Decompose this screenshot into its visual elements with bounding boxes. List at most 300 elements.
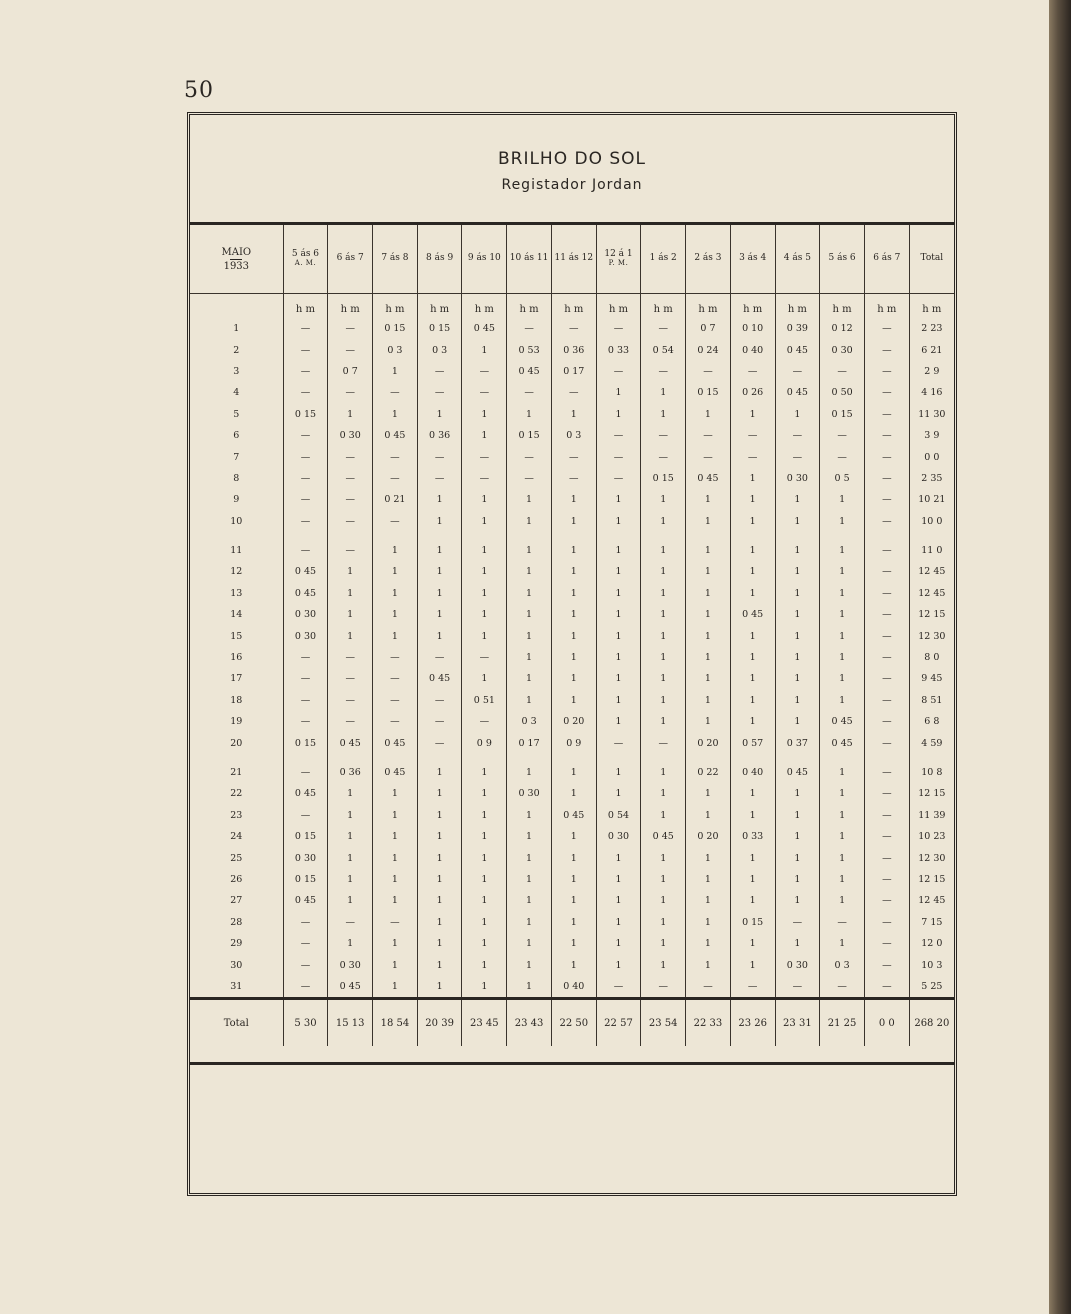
hour-cell: 0 15: [641, 468, 686, 489]
hour-cell: 0 30: [507, 783, 552, 804]
hour-cell: 0 39: [775, 318, 820, 339]
day-cell: 31: [230, 980, 243, 992]
day-cell: 26: [230, 873, 243, 885]
hour-cell: —: [820, 361, 865, 382]
day-cell: 8: [233, 472, 240, 484]
hour-cell: —: [730, 425, 775, 446]
hour-cell: 1: [686, 690, 731, 711]
hour-cell: 0 20: [686, 732, 731, 753]
column-header: [775, 225, 820, 294]
hour-cell: 1: [730, 583, 775, 604]
row-total-cell: 10 3: [909, 954, 954, 975]
hour-cell: 1: [641, 933, 686, 954]
day-cell: 22: [230, 788, 243, 800]
hour-cell: 0 30: [283, 604, 328, 625]
day-cell: 4: [233, 387, 240, 399]
hour-cell: 0 45: [686, 468, 731, 489]
hour-cell: 0 45: [283, 783, 328, 804]
table-row: [190, 976, 954, 999]
hour-cell: —: [328, 489, 373, 510]
month-dash: [230, 259, 242, 260]
hour-cell: 1: [775, 783, 820, 804]
table-row: [190, 754, 954, 783]
table-row: [190, 847, 954, 868]
hour-cell: 1: [373, 583, 418, 604]
table-row: [190, 954, 954, 975]
hour-cell: 1: [462, 561, 507, 582]
row-total-cell: 12 30: [909, 625, 954, 646]
row-total-cell: 2 23: [909, 318, 954, 339]
hour-cell: 1: [462, 912, 507, 933]
day-cell: 11: [230, 545, 243, 557]
hour-cell: 1: [417, 783, 462, 804]
hour-cell: 1: [775, 805, 820, 826]
hour-cell: 1: [686, 583, 731, 604]
hour-cell: 1: [417, 805, 462, 826]
column-header: [373, 225, 418, 294]
hour-cell: 0 36: [328, 754, 373, 783]
hour-cell: —: [507, 446, 552, 467]
hour-cell: 1: [820, 847, 865, 868]
hour-cell: 1: [373, 933, 418, 954]
hour-cell: —: [507, 318, 552, 339]
hour-cell: 1: [775, 890, 820, 911]
hour-cell: 0 54: [596, 805, 641, 826]
hour-cell: —: [596, 732, 641, 753]
column-header: [909, 225, 954, 294]
hour-cell: 1: [551, 690, 596, 711]
title-block: [190, 149, 954, 193]
hour-cell: 1: [551, 583, 596, 604]
hour-cell: 1: [551, 869, 596, 890]
hour-cell: 0 24: [686, 339, 731, 360]
hour-cell: 0 36: [551, 339, 596, 360]
table-row: [190, 625, 954, 646]
column-header: [328, 225, 373, 294]
hour-cell: —: [820, 425, 865, 446]
hour-cell: 1: [641, 583, 686, 604]
hour-cell: 0 36: [417, 425, 462, 446]
hour-cell: 1: [462, 625, 507, 646]
hour-cell: 1: [462, 976, 507, 999]
row-total-cell: 5 25: [909, 976, 954, 999]
hour-cell: 1: [775, 532, 820, 561]
day-cell: 18: [230, 694, 243, 706]
column-header-label: 8 ás 9: [426, 253, 454, 264]
hour-cell: —: [864, 869, 909, 890]
hour-cell: 0 7: [686, 318, 731, 339]
hour-cell: 0 45: [283, 583, 328, 604]
column-total-cell: 5 30: [283, 999, 328, 1047]
hour-cell: 1: [328, 847, 373, 868]
hour-cell: —: [328, 532, 373, 561]
hour-cell: 1: [730, 468, 775, 489]
hour-cell: 0 15: [686, 382, 731, 403]
row-total-cell: 12 45: [909, 583, 954, 604]
day-cell: 1: [233, 323, 240, 335]
hour-cell: 0 21: [373, 489, 418, 510]
hour-cell: 0 3: [551, 425, 596, 446]
unit-label: h m: [507, 294, 552, 319]
hour-cell: —: [283, 668, 328, 689]
hour-cell: 1: [596, 604, 641, 625]
column-header-period: A. M.: [294, 259, 317, 268]
column-header: [283, 225, 328, 294]
hour-cell: 0 45: [462, 318, 507, 339]
day-cell: 28: [230, 916, 243, 928]
column-header: [864, 225, 909, 294]
hour-cell: 1: [730, 625, 775, 646]
hour-cell: 1: [551, 890, 596, 911]
hour-cell: —: [373, 446, 418, 467]
hour-cell: 1: [551, 912, 596, 933]
hour-cell: 1: [686, 604, 731, 625]
column-header: [596, 225, 641, 294]
hour-cell: 1: [551, 604, 596, 625]
hour-cell: 1: [507, 532, 552, 561]
hour-cell: 1: [507, 625, 552, 646]
hour-cell: 1: [417, 847, 462, 868]
hour-cell: —: [596, 446, 641, 467]
hour-cell: 1: [775, 826, 820, 847]
hour-cell: —: [283, 511, 328, 532]
table-row: [190, 732, 954, 753]
row-total-cell: 10 23: [909, 826, 954, 847]
table-row: [190, 318, 954, 339]
hour-cell: 1: [820, 754, 865, 783]
hour-cell: 0 45: [373, 425, 418, 446]
hour-cell: —: [417, 732, 462, 753]
hour-cell: 1: [462, 890, 507, 911]
hour-cell: —: [283, 690, 328, 711]
hour-cell: 1: [328, 826, 373, 847]
hour-cell: —: [864, 604, 909, 625]
total-row: [190, 999, 954, 1047]
column-total-cell: 0 0: [864, 999, 909, 1047]
hour-cell: 1: [417, 954, 462, 975]
hour-cell: 0 30: [775, 468, 820, 489]
unit-label: h m: [328, 294, 373, 319]
hour-cell: 1: [507, 511, 552, 532]
hour-cell: 0 3: [373, 339, 418, 360]
hour-cell: 1: [820, 532, 865, 561]
hour-cell: —: [283, 711, 328, 732]
hour-cell: —: [283, 954, 328, 975]
hour-cell: 1: [417, 511, 462, 532]
column-header-label: 6 ás 7: [873, 253, 901, 264]
column-total-cell: 15 13: [328, 999, 373, 1047]
column-header-label: 12 á 1: [604, 249, 633, 260]
hour-cell: —: [864, 532, 909, 561]
hour-cell: —: [373, 382, 418, 403]
day-cell: 13: [230, 587, 243, 599]
row-total-cell: 10 21: [909, 489, 954, 510]
hour-cell: 1: [596, 754, 641, 783]
hour-cell: —: [283, 976, 328, 999]
hour-cell: 1: [686, 561, 731, 582]
row-total-cell: 8 0: [909, 647, 954, 668]
hour-cell: 0 45: [283, 890, 328, 911]
hour-cell: 1: [462, 532, 507, 561]
unit-label: h m: [864, 294, 909, 319]
hour-cell: 1: [820, 690, 865, 711]
row-total-cell: 11 0: [909, 532, 954, 561]
hour-cell: 1: [730, 489, 775, 510]
hour-cell: —: [283, 446, 328, 467]
hour-cell: 1: [417, 583, 462, 604]
hour-cell: —: [864, 933, 909, 954]
hour-cell: 1: [328, 625, 373, 646]
hour-cell: 0 30: [328, 425, 373, 446]
row-total-cell: 12 15: [909, 783, 954, 804]
hour-cell: —: [328, 339, 373, 360]
hour-cell: 1: [507, 869, 552, 890]
table-row: [190, 511, 954, 532]
row-total-cell: 9 45: [909, 668, 954, 689]
hour-cell: 0 40: [730, 754, 775, 783]
day-cell: 14: [230, 609, 243, 621]
hour-cell: —: [596, 318, 641, 339]
hour-cell: 1: [730, 647, 775, 668]
column-header-label: 6 ás 7: [336, 253, 364, 264]
unit-label: h m: [820, 294, 865, 319]
row-total-cell: 12 45: [909, 561, 954, 582]
hour-cell: —: [864, 339, 909, 360]
hour-cell: 0 40: [551, 976, 596, 999]
hour-cell: 1: [462, 404, 507, 425]
unit-label: h m: [596, 294, 641, 319]
hour-cell: 1: [641, 690, 686, 711]
hour-cell: 1: [373, 783, 418, 804]
hour-cell: 1: [462, 668, 507, 689]
row-total-cell: 4 16: [909, 382, 954, 403]
hour-cell: —: [864, 805, 909, 826]
hour-cell: 0 45: [328, 976, 373, 999]
hour-cell: 0 26: [730, 382, 775, 403]
hour-cell: 1: [417, 532, 462, 561]
hour-cell: 1: [775, 604, 820, 625]
table-body: [190, 294, 954, 999]
table-row: [190, 912, 954, 933]
hour-cell: 0 15: [507, 425, 552, 446]
month-label: MAIO: [221, 246, 252, 258]
hour-cell: —: [864, 404, 909, 425]
row-total-cell: 7 15: [909, 912, 954, 933]
hour-cell: —: [417, 647, 462, 668]
hour-cell: 1: [507, 583, 552, 604]
table-row: [190, 404, 954, 425]
hour-cell: —: [775, 912, 820, 933]
hour-cell: 0 45: [820, 732, 865, 753]
hour-cell: 1: [775, 668, 820, 689]
hour-cell: —: [730, 361, 775, 382]
hour-cell: —: [328, 668, 373, 689]
column-header-label: 3 ás 4: [739, 253, 767, 264]
hour-cell: 0 17: [551, 361, 596, 382]
hour-cell: 0 30: [775, 954, 820, 975]
table-row: [190, 489, 954, 510]
hour-cell: 1: [730, 532, 775, 561]
row-total-cell: 11 30: [909, 404, 954, 425]
hour-cell: 1: [373, 404, 418, 425]
hour-cell: 1: [730, 933, 775, 954]
table-row: [190, 647, 954, 668]
hour-cell: —: [373, 668, 418, 689]
hour-cell: 1: [328, 783, 373, 804]
hour-cell: —: [283, 489, 328, 510]
hour-cell: —: [328, 690, 373, 711]
hour-cell: 1: [730, 404, 775, 425]
hour-cell: —: [551, 446, 596, 467]
hour-cell: 1: [596, 532, 641, 561]
day-cell: 29: [230, 938, 243, 950]
hour-cell: 1: [507, 805, 552, 826]
table-row: [190, 933, 954, 954]
table-row: [190, 583, 954, 604]
hour-cell: 1: [462, 847, 507, 868]
hour-cell: —: [373, 912, 418, 933]
hour-cell: 1: [820, 668, 865, 689]
hour-cell: —: [820, 446, 865, 467]
hour-cell: 1: [507, 954, 552, 975]
hour-cell: —: [328, 318, 373, 339]
hour-cell: 1: [462, 339, 507, 360]
hour-cell: 1: [596, 690, 641, 711]
hour-cell: —: [596, 361, 641, 382]
hour-cell: 1: [507, 604, 552, 625]
hour-cell: 0 30: [596, 826, 641, 847]
hour-cell: 0 15: [283, 732, 328, 753]
hour-cell: —: [864, 732, 909, 753]
hour-cell: 1: [820, 489, 865, 510]
hour-cell: 0 45: [641, 826, 686, 847]
hour-cell: 1: [507, 976, 552, 999]
hour-cell: 1: [596, 489, 641, 510]
hour-cell: 1: [686, 933, 731, 954]
hour-cell: 1: [596, 711, 641, 732]
hour-cell: 0 33: [596, 339, 641, 360]
hour-cell: 0 15: [417, 318, 462, 339]
hour-cell: —: [864, 511, 909, 532]
hour-cell: —: [551, 468, 596, 489]
hour-cell: —: [686, 976, 731, 999]
hour-cell: 1: [551, 404, 596, 425]
hour-cell: 0 20: [551, 711, 596, 732]
unit-label: h m: [909, 294, 954, 319]
hour-cell: 0 40: [730, 339, 775, 360]
hour-cell: 1: [686, 532, 731, 561]
hour-cell: 1: [686, 805, 731, 826]
hour-cell: —: [462, 382, 507, 403]
hour-cell: 1: [462, 511, 507, 532]
total-row-label: Total: [190, 999, 283, 1047]
day-cell: 5: [233, 408, 240, 420]
hour-cell: 0 45: [775, 382, 820, 403]
hour-cell: 1: [775, 933, 820, 954]
hour-cell: 0 45: [730, 604, 775, 625]
hour-cell: —: [462, 446, 507, 467]
hour-cell: —: [864, 647, 909, 668]
hour-cell: 1: [328, 869, 373, 890]
column-total-cell: 22 33: [686, 999, 731, 1047]
hour-cell: 1: [462, 805, 507, 826]
hour-cell: 1: [507, 912, 552, 933]
row-total-cell: 3 9: [909, 425, 954, 446]
hour-cell: —: [283, 318, 328, 339]
hour-cell: 1: [775, 869, 820, 890]
hour-cell: —: [551, 382, 596, 403]
hour-cell: 1: [641, 890, 686, 911]
hour-cell: 1: [551, 847, 596, 868]
hour-cell: —: [462, 711, 507, 732]
hour-cell: 1: [686, 668, 731, 689]
day-cell: 6: [233, 430, 240, 442]
column-header: [730, 225, 775, 294]
hour-cell: 1: [641, 783, 686, 804]
sunshine-table-wrap: [190, 225, 954, 1046]
hour-cell: —: [641, 318, 686, 339]
hour-cell: 1: [462, 754, 507, 783]
hour-cell: —: [641, 425, 686, 446]
day-cell: 21: [230, 767, 243, 778]
hour-cell: 1: [417, 933, 462, 954]
hour-cell: 0 45: [373, 732, 418, 753]
hour-cell: 1: [462, 933, 507, 954]
hour-cell: —: [462, 468, 507, 489]
hour-cell: 1: [775, 511, 820, 532]
hour-cell: 0 17: [507, 732, 552, 753]
hour-cell: 1: [686, 890, 731, 911]
hour-cell: 1: [596, 382, 641, 403]
unit-label: h m: [775, 294, 820, 319]
row-total-cell: 8 51: [909, 690, 954, 711]
hour-cell: —: [283, 933, 328, 954]
hour-cell: 1: [328, 933, 373, 954]
hour-cell: 1: [820, 583, 865, 604]
hour-cell: 1: [820, 826, 865, 847]
hour-cell: 1: [462, 583, 507, 604]
day-cell: 7: [233, 451, 240, 463]
day-cell: 16: [230, 652, 243, 664]
hour-cell: 1: [373, 805, 418, 826]
hour-cell: —: [641, 446, 686, 467]
hour-cell: 1: [373, 532, 418, 561]
hour-cell: —: [864, 625, 909, 646]
day-cell: 20: [230, 737, 243, 749]
hour-cell: —: [641, 976, 686, 999]
table-row: [190, 805, 954, 826]
year-label: 1933: [223, 260, 250, 272]
hour-cell: 1: [730, 690, 775, 711]
day-cell: 19: [230, 716, 243, 728]
hour-cell: 1: [373, 361, 418, 382]
hour-cell: —: [864, 976, 909, 999]
column-header-label: 5 ás 6: [291, 249, 320, 260]
hour-cell: —: [864, 912, 909, 933]
table-row: [190, 468, 954, 489]
table-row: [190, 382, 954, 403]
hour-cell: 0 45: [417, 668, 462, 689]
column-total-cell: 23 43: [507, 999, 552, 1047]
hour-cell: 1: [596, 912, 641, 933]
hour-cell: 1: [507, 933, 552, 954]
column-header-label: Total: [920, 253, 944, 264]
hour-cell: 1: [730, 805, 775, 826]
column-header-label: 11 ás 12: [554, 253, 594, 264]
hour-cell: 1: [417, 604, 462, 625]
hour-cell: —: [864, 711, 909, 732]
hour-cell: —: [417, 468, 462, 489]
